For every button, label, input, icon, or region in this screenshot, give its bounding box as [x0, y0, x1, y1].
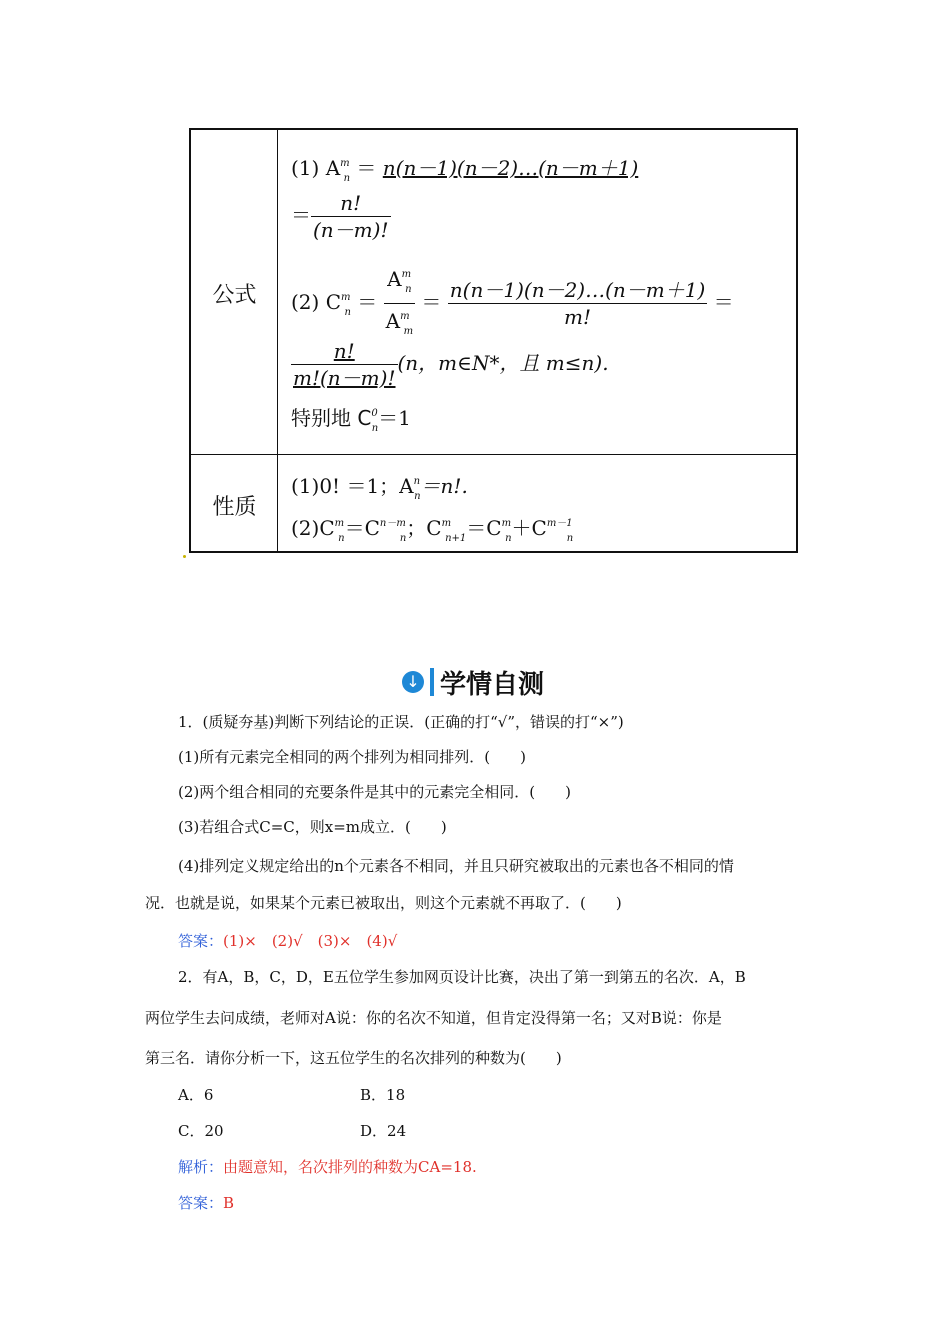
property-1-text: (1)0! ＝1；A [291, 474, 414, 498]
section-header [402, 665, 544, 699]
q1-item-1: (1)所有元素完全相同的两个排列为相同排列．( ) [178, 748, 526, 766]
q2-analysis-label: 解析： [178, 1158, 224, 1176]
row-divider [191, 454, 796, 455]
q2-line-2: 两位学生去问成绩，老师对A说：你的名次不知道，但肯定没得第一名；又对B说：你是 [145, 1009, 722, 1027]
q2-line-1: 2．有A，B，C，D，E五位学生参加网页设计比赛，决出了第一到第五的名次．A，B [178, 968, 746, 986]
q1-item-3: (3)若组合式C=C，则x=m成立．( ) [178, 818, 447, 836]
down-arrow-icon: ↓ [402, 671, 424, 693]
q1-item-2: (2)两个组合相同的充要条件是其中的元素完全相同．( ) [178, 783, 571, 801]
special-case-rhs: ＝1 [378, 406, 411, 430]
q1-answer-text: (1)× (2)√ (3)× (4)√ [223, 932, 398, 950]
comb2-frac-den: m!(n－m)! [293, 366, 396, 390]
property-2: $(2)C^m_n=C^{n-m}_n$；$C^m_{n+1}=C^m_n+C^{m-1}_n$ [291, 516, 574, 544]
q2-option-b: B．18 [360, 1086, 406, 1104]
stray-dot [183, 555, 186, 558]
combination-condition: (n，m∈N*，且 m≤n). [397, 351, 609, 375]
q2-option-d: D．24 [360, 1122, 407, 1140]
combination-prefix: (2) C [291, 290, 341, 314]
formula-label: 公式 [212, 283, 257, 308]
property-2-tail: ；C [406, 516, 442, 540]
q2-answer-text: B [223, 1194, 235, 1212]
q2-analysis [178, 1156, 477, 1177]
perm-frac-num: n! [311, 190, 391, 217]
permutation-product: n(n－1)(n－2)…(n－m＋1) [382, 156, 639, 180]
permutation-formula: (1) $A^m_n$ ＝ n(n－1)(n－2)…(n－m＋1) [291, 156, 639, 184]
q1-item-4-cont: 况．也就是说，如果某个元素已被取出，则这个元素就不再取了．( ) [145, 894, 622, 912]
perm-frac-den: (n－m)! [313, 218, 389, 242]
permutation-factorial-form: ＝ $\frac{n!}{(n-m)!}$ [291, 191, 389, 242]
q1-item-4: (4)排列定义规定给出的n个元素各不相同，并且只研究被取出的元素也各不相同的情 [178, 857, 734, 875]
permutation-prefix: (1) A [291, 156, 341, 180]
comb-frac-den: m! [564, 305, 592, 329]
q2-answer-label: 答案： [178, 1194, 224, 1212]
property-1-rhs: ＝n!. [420, 474, 468, 498]
special-case: 特别地 $C^0_n=1$ [291, 406, 411, 434]
comb2-frac-num: n! [291, 338, 398, 365]
property-1: (1)0! ＝1；$A^n_n=n$!. [291, 474, 468, 502]
q2-option-c: C．20 [178, 1122, 224, 1140]
q2-option-a: A．6 [178, 1086, 214, 1104]
combination-factorial-form [291, 338, 609, 391]
q1-answer [178, 930, 397, 951]
property-2-text: (2)C [291, 516, 335, 540]
combination-formula: (2) $C^m_n$ ＝ $\frac{A^m_n}{A^m_m}$ ＝ $\frac{n(n-1)(n-2)\dots(n-m+1)}{m!}$ ＝ [291, 262, 734, 345]
property-2-rhs: ＝C [344, 516, 380, 540]
q2-line-3: 第三名．请你分析一下，这五位学生的名次排列的种数为( ) [145, 1049, 562, 1067]
property-2-plus: ＋C [511, 516, 547, 540]
special-case-text: 特别地 C [291, 406, 372, 430]
q1-answer-label: 答案： [178, 932, 224, 950]
formula-table [189, 128, 798, 553]
q1-stem: 1．(质疑夯基)判断下列结论的正误．(正确的打“√”，错误的打“×”) [178, 713, 624, 731]
property-2-tail-rhs: ＝C [466, 516, 502, 540]
section-bar [430, 668, 434, 696]
property-label: 性质 [212, 495, 257, 520]
section-title: 学情自测 [440, 669, 545, 700]
comb-frac-num: n(n－1)(n－2)…(n－m＋1) [449, 278, 706, 302]
q2-answer [178, 1192, 234, 1213]
q2-analysis-text: 由题意知，名次排列的种数为CA=18. [223, 1158, 477, 1176]
